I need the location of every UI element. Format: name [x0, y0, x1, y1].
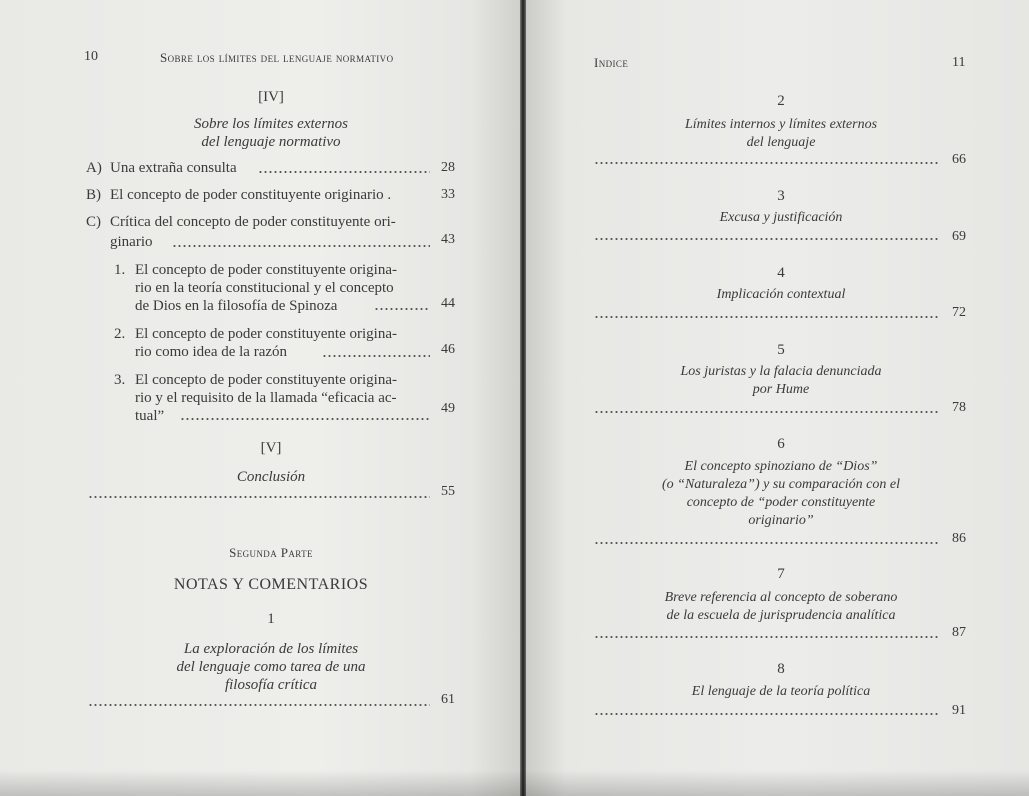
entry-number: 5 [777, 342, 785, 358]
subentry-2-page: 46 [441, 342, 455, 357]
entry-c-line1: Crítica del concepto de poder constituyente ori- [110, 214, 396, 230]
entry-b-text: El concepto de poder constituyente originario . [110, 187, 392, 203]
dot-leader [374, 307, 430, 311]
entry-title-line: Límites internos y límites externos [684, 117, 878, 132]
note-1-page: 61 [441, 692, 455, 707]
entry-title-line: Breve referencia al concepto de soberano [664, 590, 898, 605]
entry-number: 6 [777, 436, 785, 452]
section-iv-title-line1: Sobre los límites externos [193, 116, 348, 132]
page-shadow [0, 770, 1029, 796]
entry-c-line2: ginario [110, 234, 153, 250]
section-v-heading: [V] [260, 440, 282, 456]
section-iv-title-line2: del lenguaje normativo [201, 134, 341, 150]
subentry-3-line2: rio y el requisito de la llamada “eficacia ac- [135, 390, 397, 406]
entry-title-line: de la escuela de jurisprudencia analítica [666, 608, 896, 623]
running-header-right: Indice [594, 55, 629, 70]
subentry-2-marker: 2. [114, 326, 126, 342]
dot-leader [594, 237, 938, 241]
entry-page: 87 [952, 625, 966, 640]
dot-leader [88, 703, 430, 707]
entry-page: 86 [952, 531, 966, 546]
subentry-3-line3: tual” [135, 408, 165, 424]
dot-leader [594, 410, 938, 414]
dot-leader [172, 244, 430, 248]
dot-leader [88, 495, 430, 499]
entry-c-page: 43 [441, 232, 455, 247]
entry-number: 3 [777, 188, 785, 204]
entry-number: 2 [777, 93, 785, 109]
section-iv-heading: [IV] [258, 89, 284, 105]
entry-number: 8 [777, 661, 785, 677]
page-number-right: 11 [952, 55, 966, 70]
dot-leader [258, 170, 430, 174]
note-1-number: 1 [267, 611, 275, 627]
entry-title-line: por Hume [752, 382, 810, 397]
entry-page: 78 [952, 400, 966, 415]
part-title: NOTAS Y COMENTARIOS [173, 576, 369, 593]
dot-leader [322, 354, 430, 358]
page-number-left: 10 [84, 49, 98, 64]
entry-title-line: originario” [748, 513, 814, 528]
subentry-2-line1: El concepto de poder constituyente origina- [135, 326, 397, 342]
entry-number: 7 [777, 566, 785, 582]
note-1-title-line1: La exploración de los límites [183, 641, 359, 657]
dot-leader [594, 541, 938, 545]
dot-leader [594, 161, 938, 165]
dot-leader [594, 635, 938, 639]
subentry-1-marker: 1. [114, 262, 126, 278]
entry-title-line: del lenguaje [746, 135, 816, 150]
subentry-1-page: 44 [441, 296, 455, 311]
entry-page: 72 [952, 305, 966, 320]
subentry-1-line2: rio en la teoría constitucional y el concepto [135, 280, 394, 296]
entry-c-marker: C) [86, 214, 101, 230]
entry-title-line: Implicación contextual [716, 287, 846, 302]
subentry-3-page: 49 [441, 401, 455, 416]
entry-page: 91 [952, 703, 966, 718]
note-1-title-line3: filosofía crítica [224, 677, 318, 693]
subentry-1-line1: El concepto de poder constituyente origina- [135, 262, 397, 278]
entry-page: 69 [952, 229, 966, 244]
section-v-page: 55 [441, 484, 455, 499]
subentry-3-line1: El concepto de poder constituyente origina- [135, 372, 397, 388]
entry-a-page: 28 [441, 160, 455, 175]
entry-title-line: El lenguaje de la teoría política [691, 684, 871, 699]
subentry-1-line3: de Dios en la filosofía de Spinoza [135, 298, 338, 314]
part-label: Segunda Parte [229, 545, 313, 560]
entry-title-line: Excusa y justificación [719, 210, 843, 225]
subentry-2-line2: rio como idea de la razón [135, 344, 288, 360]
entry-title-line: Los juristas y la falacia denunciada [680, 364, 882, 379]
dot-leader [180, 417, 430, 421]
subentry-3-marker: 3. [114, 372, 126, 388]
entry-page: 66 [952, 152, 966, 167]
right-page [526, 0, 1029, 796]
entry-a-text: Una extraña consulta [110, 160, 237, 176]
entry-title-line: El concepto spinoziano de “Dios” [684, 459, 878, 474]
entry-b-marker: B) [86, 187, 101, 203]
section-v-title: Conclusión [236, 469, 306, 485]
entry-title-line: concepto de “poder constituyente [686, 495, 876, 510]
entry-number: 4 [777, 265, 785, 281]
running-header-left: Sobre los límites del lenguaje normativo [160, 50, 394, 65]
entry-a-marker: A) [86, 160, 102, 176]
dot-leader [594, 315, 938, 319]
dot-leader [594, 712, 938, 716]
note-1-title-line2: del lenguaje como tarea de una [176, 659, 366, 675]
entry-b-page: 33 [441, 187, 455, 202]
entry-title-line: (o “Naturaleza”) y su comparación con el [662, 477, 900, 492]
